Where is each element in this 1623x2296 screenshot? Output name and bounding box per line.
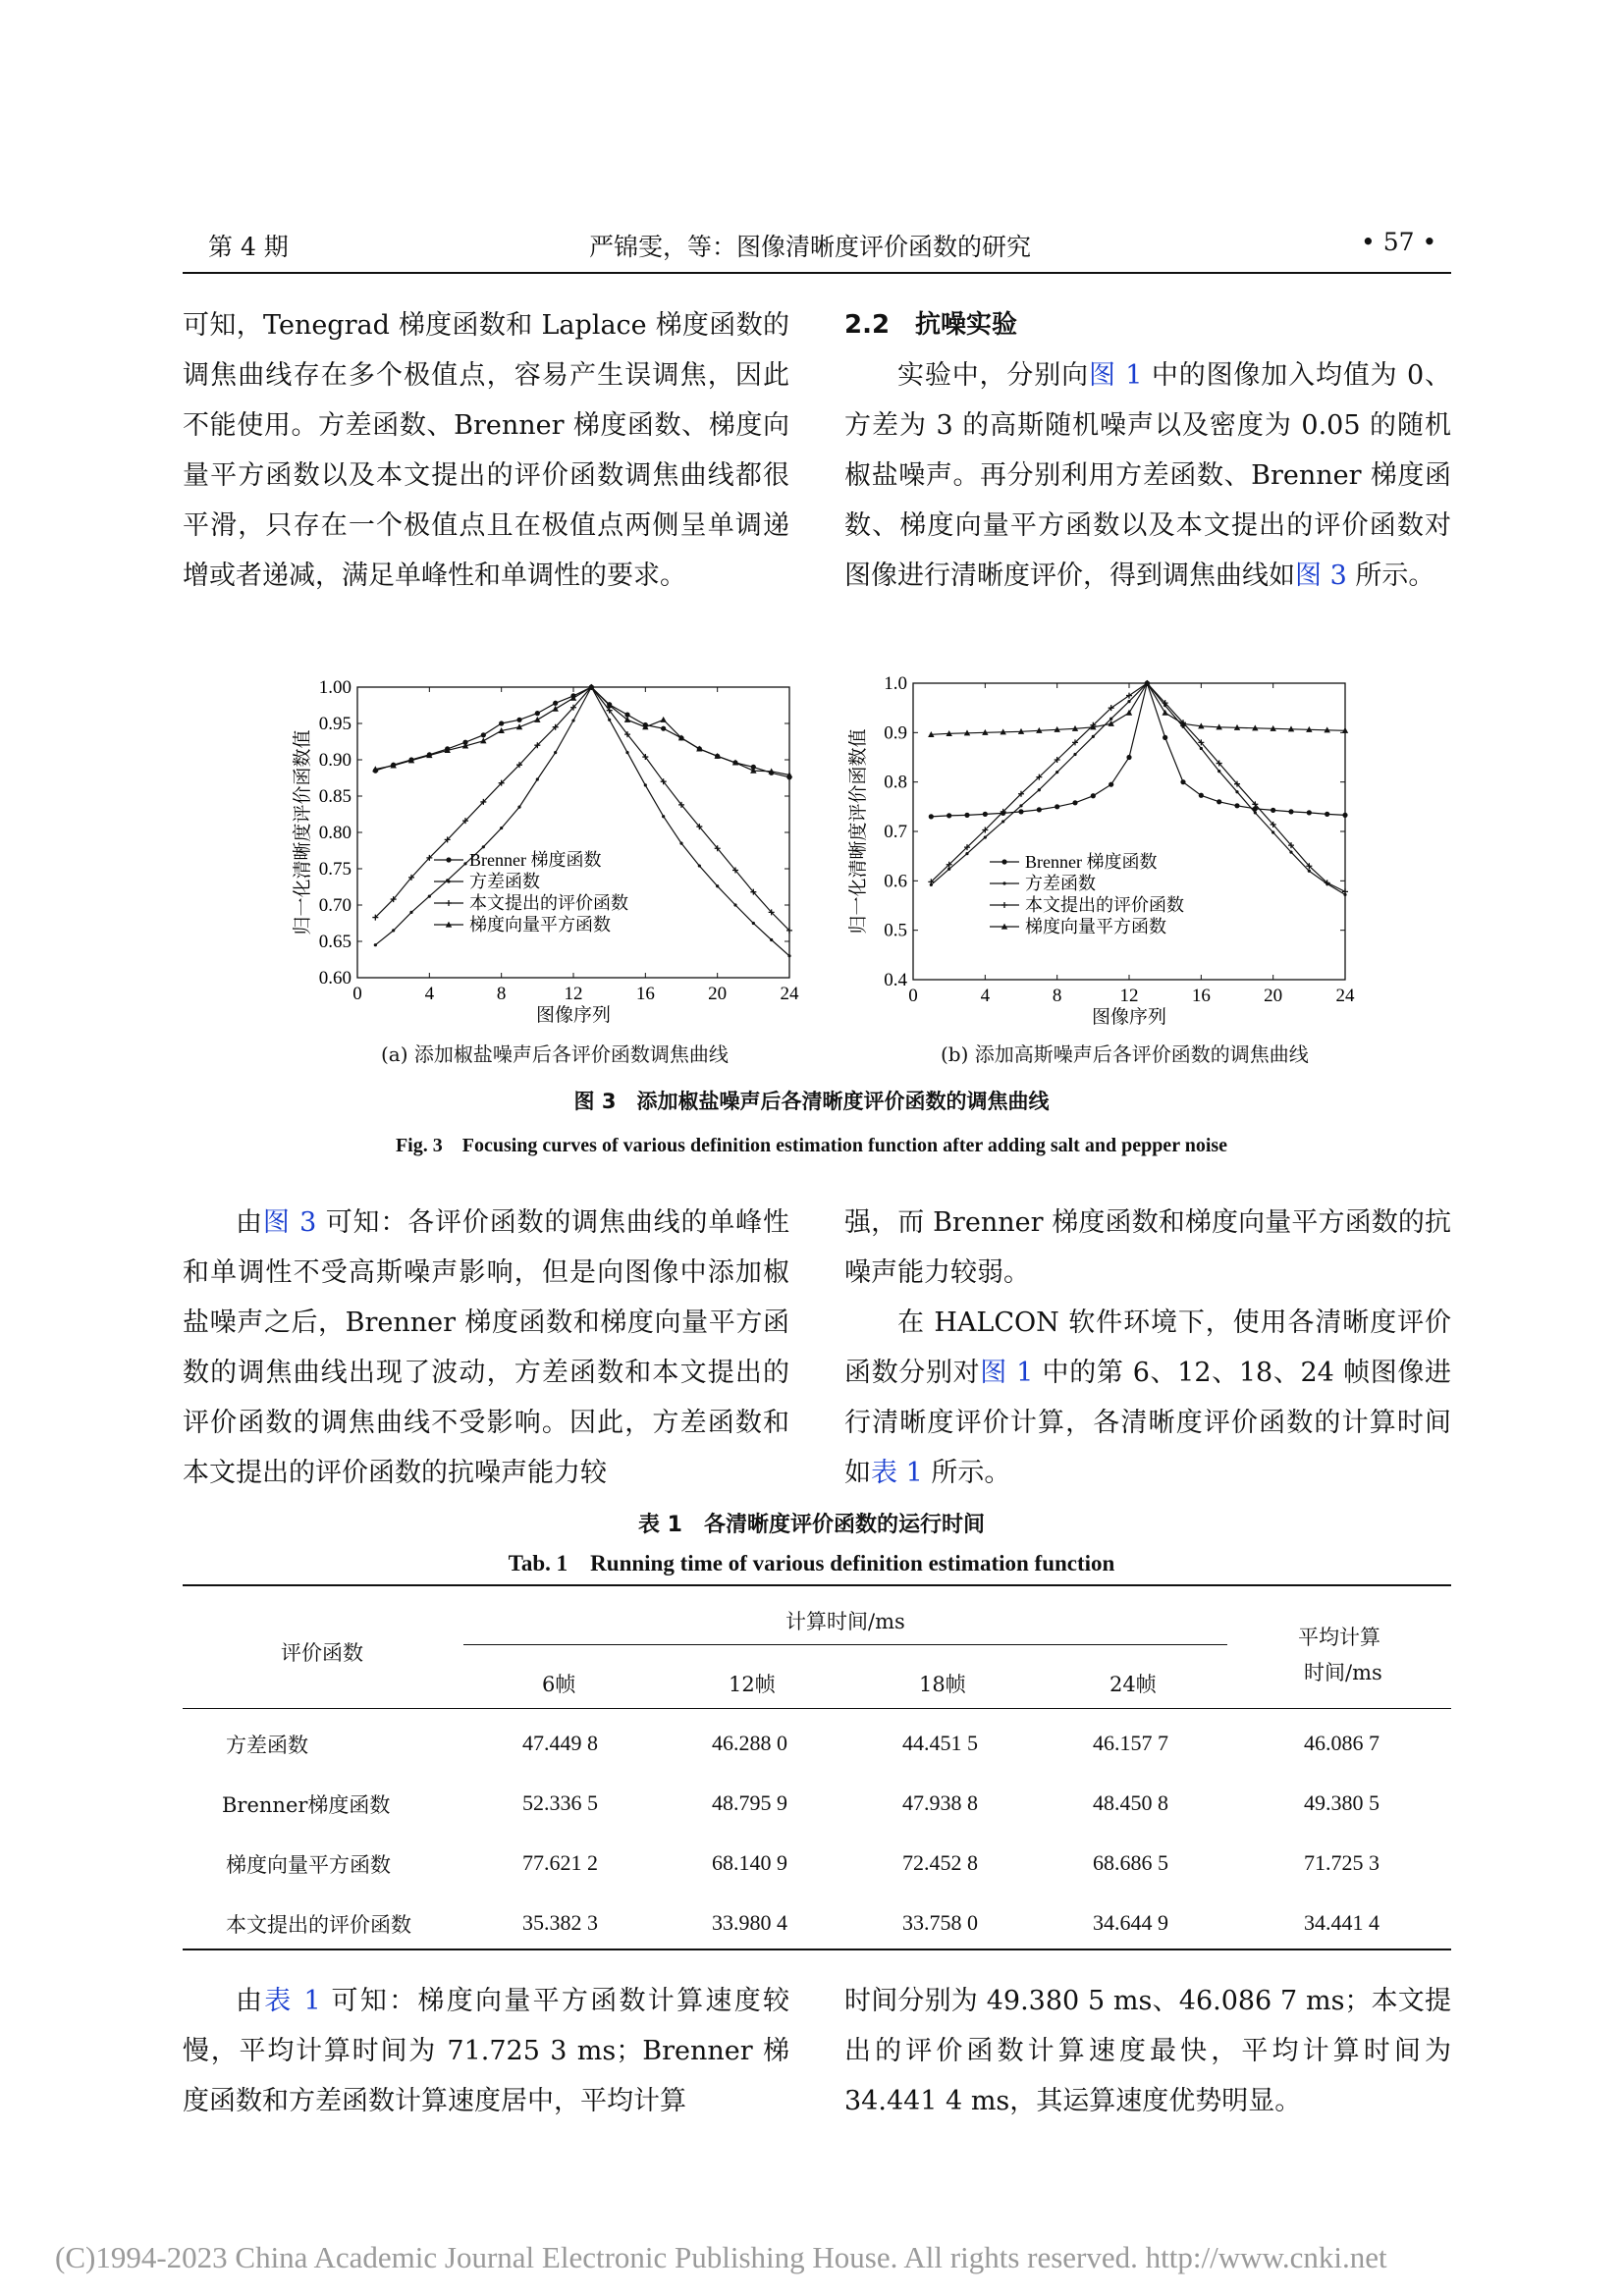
para-text: 中的图像加入均值为 0、方差为 3 的高斯随机噪声以及密度为 0.05 的随机椒盐噪声。再分别利用方差函数、Brenner 梯度函数、梯度向量平方函数以及本文提出的评价函数对图像进行清晰度评价，得到调焦曲线如 bbox=[844, 360, 1452, 591]
mid-left-column bbox=[183, 1198, 789, 1498]
data-point bbox=[1288, 809, 1293, 814]
data-point bbox=[1271, 830, 1274, 833]
table-cell: 72.452 8 bbox=[902, 1850, 978, 1875]
header-rule bbox=[183, 272, 1451, 274]
right-top-column bbox=[844, 300, 1451, 601]
table-cell: 46.288 0 bbox=[712, 1731, 787, 1755]
data-point bbox=[1217, 770, 1220, 773]
header-page-number: • 57 • bbox=[1361, 228, 1437, 256]
chart-a-svg bbox=[275, 673, 825, 1076]
x-tick-label: 20 bbox=[708, 984, 728, 1004]
data-point bbox=[625, 751, 628, 754]
data-point bbox=[964, 813, 969, 818]
data-point bbox=[1109, 718, 1112, 721]
legend-marker bbox=[446, 900, 452, 906]
data-point bbox=[1127, 700, 1130, 703]
x-tick-label: 16 bbox=[635, 984, 655, 1004]
data-point bbox=[392, 929, 395, 932]
header-title: 严锦雯，等：图像清晰度评价函数的研究 bbox=[589, 233, 1032, 261]
y-tick-label: 0.90 bbox=[318, 750, 352, 771]
data-point bbox=[1200, 747, 1203, 750]
table-header-rule bbox=[183, 1708, 1451, 1709]
mid-left-paragraph bbox=[183, 1198, 789, 1498]
data-point bbox=[536, 777, 539, 780]
x-tick-label: 8 bbox=[1052, 986, 1062, 1006]
data-point bbox=[1235, 790, 1238, 793]
data-point bbox=[698, 864, 701, 867]
figure-3a bbox=[275, 673, 825, 1076]
y-tick-label: 0.75 bbox=[318, 859, 352, 880]
data-point bbox=[428, 895, 431, 898]
figure-caption-en: Fig. 3 Focusing curves of various definition estimation function after adding salt and pepper noise bbox=[395, 1135, 1228, 1156]
para-text: 由 bbox=[236, 1207, 263, 1238]
data-point bbox=[1055, 771, 1058, 774]
mid-right-paragraph-2 bbox=[844, 1298, 1451, 1498]
data-point bbox=[1001, 820, 1004, 823]
data-point bbox=[1019, 804, 1022, 807]
x-tick-label: 12 bbox=[564, 984, 583, 1004]
table-row-name: 方差函数 bbox=[226, 1734, 308, 1757]
mid-right-column bbox=[844, 1198, 1451, 1498]
figure-1-link[interactable]: 图 1 bbox=[1088, 360, 1143, 391]
y-axis-label: 归一化清晰度评价函数值 bbox=[848, 728, 869, 934]
series-line bbox=[375, 687, 789, 777]
table-cell: 49.380 5 bbox=[1304, 1790, 1380, 1815]
data-point bbox=[463, 862, 466, 865]
table-header-frame-12: 12帧 bbox=[729, 1673, 776, 1696]
table-header-frame-18: 18帧 bbox=[919, 1673, 966, 1696]
data-point bbox=[965, 852, 968, 855]
left-top-text: 可知，Tenegrad 梯度函数和 Laplace 梯度函数的调焦曲线存在多个极值点，容易产生误调焦，因此不能使用。方差函数、Brenner 梯度函数、梯度向量平方函数以及本文提出的评价函数调焦曲线都很平滑，只存在一个极值点且在极值点两侧呈单调递增或者递减，满足单峰性和单调性的要求。 bbox=[183, 310, 789, 591]
table-caption-cn: 表 1 各清晰度评价函数的运行时间 bbox=[638, 1513, 985, 1537]
data-point bbox=[1073, 753, 1076, 756]
data-point bbox=[752, 922, 755, 925]
left-top-paragraph bbox=[183, 300, 789, 601]
legend-marker bbox=[446, 857, 451, 862]
x-tick-label: 8 bbox=[496, 984, 507, 1004]
table-1-link[interactable]: 表 1 bbox=[871, 1458, 923, 1488]
data-point bbox=[480, 737, 486, 743]
table-row-name: 本文提出的评价函数 bbox=[226, 1913, 411, 1937]
para-text: 所示。 bbox=[1346, 561, 1435, 591]
data-point bbox=[1234, 803, 1239, 808]
para-text: 实验中，分别向 bbox=[897, 360, 1089, 391]
y-tick-label: 1.00 bbox=[318, 677, 352, 698]
data-point bbox=[1055, 804, 1059, 809]
legend-label: Brenner 梯度函数 bbox=[469, 850, 602, 870]
data-point bbox=[1038, 788, 1041, 791]
table-row-name: Brenner梯度函数 bbox=[222, 1793, 391, 1817]
legend-label: 梯度向量平方函数 bbox=[1025, 917, 1166, 936]
x-tick-label: 16 bbox=[1191, 986, 1211, 1006]
x-tick-label: 24 bbox=[1335, 986, 1355, 1006]
data-point bbox=[534, 717, 540, 722]
y-tick-label: 0.4 bbox=[884, 970, 907, 990]
data-point bbox=[662, 815, 665, 818]
table-bottom-rule bbox=[183, 1949, 1451, 1950]
series-line bbox=[931, 683, 1345, 817]
bottom-right-column bbox=[844, 1976, 1451, 2126]
table-top-rule bbox=[183, 1584, 1451, 1586]
data-point bbox=[716, 884, 719, 887]
legend-label: Brenner 梯度函数 bbox=[1025, 852, 1158, 872]
legend-label: 本文提出的评价函数 bbox=[469, 893, 628, 913]
table-caption-en: Tab. 1 Running time of various definition estimation function bbox=[508, 1551, 1115, 1575]
table-header-avg-2: 时间/ms bbox=[1304, 1661, 1382, 1684]
figure-3b bbox=[835, 673, 1384, 1076]
data-point bbox=[660, 717, 666, 722]
bottom-right-paragraph: 时间分别为 49.380 5 ms、46.086 7 ms；本文提出的评价函数计算速度最快，平均计算时间为 34.441 4 ms，其运算速度优势明显。 bbox=[844, 1986, 1451, 2116]
section-heading: 2.2 抗噪实验 bbox=[844, 310, 1018, 340]
x-tick-label: 0 bbox=[908, 986, 918, 1006]
table-header-frame-6: 6帧 bbox=[542, 1673, 576, 1696]
data-point bbox=[984, 835, 987, 838]
x-tick-label: 12 bbox=[1119, 986, 1139, 1006]
x-axis-label: 图像序列 bbox=[535, 1005, 612, 1026]
data-point bbox=[983, 812, 988, 817]
legend-label: 本文提出的评价函数 bbox=[1025, 895, 1184, 915]
x-tick-label: 4 bbox=[980, 986, 991, 1006]
y-tick-label: 0.9 bbox=[884, 722, 907, 744]
bottom-left-paragraph bbox=[183, 1976, 789, 2126]
table-cell: 33.758 0 bbox=[902, 1910, 978, 1935]
y-tick-label: 0.95 bbox=[318, 714, 352, 734]
legend-label: 方差函数 bbox=[1025, 874, 1096, 893]
data-point bbox=[787, 954, 790, 957]
subcaption-a: (a) 添加椒盐噪声后各评价函数调焦曲线 bbox=[381, 1042, 729, 1066]
data-point bbox=[770, 938, 773, 941]
table-cell: 48.450 8 bbox=[1093, 1790, 1168, 1815]
data-point bbox=[571, 719, 574, 721]
y-tick-label: 0.70 bbox=[318, 895, 352, 916]
data-point bbox=[1199, 793, 1204, 798]
para-text: 中的第 6、12、18、24 帧图像进行清晰度评价计算，各清晰度评价函数的计算时间如 bbox=[844, 1358, 1452, 1488]
data-point bbox=[1109, 782, 1113, 787]
data-point bbox=[552, 706, 558, 712]
table-cell: 48.795 9 bbox=[712, 1790, 787, 1815]
series-line bbox=[931, 683, 1345, 734]
y-tick-label: 0.5 bbox=[884, 920, 907, 941]
data-point bbox=[1325, 812, 1329, 817]
data-point bbox=[1126, 755, 1131, 760]
data-point bbox=[1289, 851, 1292, 854]
data-point bbox=[1180, 779, 1185, 784]
y-tick-label: 0.65 bbox=[318, 932, 352, 952]
y-tick-label: 0.6 bbox=[884, 871, 907, 892]
figure-3-link[interactable]: 图 3 bbox=[262, 1207, 317, 1238]
data-point bbox=[1342, 813, 1347, 818]
data-point bbox=[1018, 809, 1023, 814]
y-tick-label: 0.8 bbox=[884, 772, 907, 793]
x-tick-label: 24 bbox=[780, 984, 799, 1004]
x-axis-label: 图像序列 bbox=[1091, 1007, 1167, 1028]
legend-marker bbox=[1001, 859, 1006, 864]
legend-marker bbox=[1002, 881, 1005, 884]
table-row-name: 梯度向量平方函数 bbox=[226, 1853, 391, 1877]
table-header-frame-24: 24帧 bbox=[1109, 1673, 1157, 1696]
y-tick-label: 0.80 bbox=[318, 823, 352, 843]
table-cell: 68.686 5 bbox=[1093, 1850, 1168, 1875]
para-text: 可知：各评价函数的调焦曲线的单峰性和单调性不受高斯噪声影响，但是向图像中添加椒盐噪声之后，Brenner 梯度函数和梯度向量平方函数的调焦曲线出现了波动，方差函数和本文提出的评价函数的调焦曲线不受影响。因此，方差函数和本文提出的评价函数的抗噪声能力较 bbox=[183, 1207, 790, 1488]
y-tick-label: 0.85 bbox=[318, 786, 352, 807]
data-point bbox=[661, 726, 666, 731]
series-line bbox=[375, 687, 789, 775]
header-issue: 第 4 期 bbox=[208, 233, 289, 261]
para-text: 在 HALCON 软件环境下，使用各清晰度评价函数分别对 bbox=[844, 1308, 1451, 1388]
table-cell: 71.725 3 bbox=[1304, 1850, 1380, 1875]
figure-caption-cn: 图 3 添加椒盐噪声后各清晰度评价函数的调焦曲线 bbox=[573, 1090, 1050, 1113]
table-group-rule bbox=[463, 1644, 1227, 1645]
table-cell: 34.644 9 bbox=[1093, 1910, 1168, 1935]
y-axis-label: 归一化清晰度评价函数值 bbox=[293, 729, 313, 935]
table-cell: 47.938 8 bbox=[902, 1790, 978, 1815]
data-point bbox=[1072, 800, 1077, 805]
table-cell: 46.157 7 bbox=[1093, 1731, 1168, 1755]
data-point bbox=[374, 943, 377, 946]
x-tick-label: 4 bbox=[424, 984, 435, 1004]
section-paragraph bbox=[844, 350, 1451, 601]
data-point bbox=[1091, 793, 1096, 798]
chart-b-svg bbox=[835, 673, 1384, 1076]
table-cell: 52.336 5 bbox=[522, 1790, 598, 1815]
data-point bbox=[1163, 735, 1167, 740]
table-cell: 47.449 8 bbox=[522, 1731, 598, 1755]
table-header-avg-1: 平均计算 bbox=[1298, 1626, 1380, 1649]
data-point bbox=[644, 783, 647, 786]
subcaption-b: (b) 添加高斯噪声后各评价函数的调焦曲线 bbox=[941, 1042, 1309, 1066]
para-text: 可知：梯度向量平方函数计算速度较慢，平均计算时间为 71.725 3 ms；Brenner 梯度函数和方差函数计算速度居中，平均计算 bbox=[183, 1986, 789, 2116]
para-text: 由 bbox=[236, 1986, 265, 2016]
data-point bbox=[516, 718, 521, 722]
data-point bbox=[1217, 799, 1221, 804]
table-cell: 77.621 2 bbox=[522, 1850, 598, 1875]
table-cell: 44.451 5 bbox=[902, 1731, 978, 1755]
data-point bbox=[1308, 870, 1311, 873]
legend-label: 梯度向量平方函数 bbox=[469, 915, 611, 934]
table-cell: 33.980 4 bbox=[712, 1910, 787, 1935]
table-header-time: 计算时间/ms bbox=[785, 1610, 905, 1633]
y-tick-label: 0.60 bbox=[318, 968, 352, 988]
data-point bbox=[1037, 807, 1042, 812]
data-point bbox=[679, 842, 682, 845]
data-point bbox=[608, 719, 611, 721]
data-point bbox=[481, 732, 486, 737]
data-point bbox=[500, 827, 503, 829]
data-point bbox=[1254, 811, 1257, 814]
data-point bbox=[482, 845, 485, 848]
y-tick-label: 1.0 bbox=[884, 673, 907, 694]
data-point bbox=[1271, 808, 1275, 813]
data-point bbox=[409, 911, 412, 914]
data-point bbox=[517, 806, 520, 809]
table-cell: 68.140 9 bbox=[712, 1850, 787, 1875]
legend-label: 方差函数 bbox=[469, 872, 540, 891]
table-cell: 35.382 3 bbox=[522, 1910, 598, 1935]
data-point bbox=[1092, 735, 1095, 738]
data-point bbox=[1162, 710, 1167, 716]
table-header-function: 评价函数 bbox=[281, 1641, 363, 1665]
figure-3-link[interactable]: 图 3 bbox=[1295, 561, 1347, 591]
data-point bbox=[553, 701, 558, 706]
table-1-link[interactable]: 表 1 bbox=[264, 1986, 321, 2016]
legend-marker bbox=[1001, 902, 1007, 908]
data-point bbox=[733, 903, 736, 906]
legend-marker bbox=[447, 880, 450, 882]
data-point bbox=[1126, 710, 1132, 716]
para-text: 所示。 bbox=[922, 1458, 1011, 1488]
table-cell: 34.441 4 bbox=[1304, 1910, 1380, 1935]
data-point bbox=[947, 868, 950, 871]
data-point bbox=[554, 751, 557, 754]
data-point bbox=[929, 814, 934, 819]
y-tick-label: 0.7 bbox=[884, 822, 907, 842]
copyright-footer: (C)1994-2023 China Academic Journal Electronic Publishing House. All rights reserved. http://www.cnki.net bbox=[55, 2240, 1387, 2274]
mid-right-paragraph-1: 强，而 Brenner 梯度函数和梯度向量平方函数的抗噪声能力较弱。 bbox=[844, 1207, 1451, 1288]
data-point bbox=[499, 721, 504, 725]
data-point bbox=[947, 813, 951, 818]
data-point bbox=[535, 711, 540, 716]
bottom-left-column bbox=[183, 1976, 789, 2126]
x-tick-label: 20 bbox=[1264, 986, 1283, 1006]
x-tick-label: 0 bbox=[352, 984, 362, 1004]
figure-1-link[interactable]: 图 1 bbox=[980, 1358, 1034, 1388]
table-cell: 46.086 7 bbox=[1304, 1731, 1380, 1755]
data-point bbox=[1307, 810, 1312, 815]
